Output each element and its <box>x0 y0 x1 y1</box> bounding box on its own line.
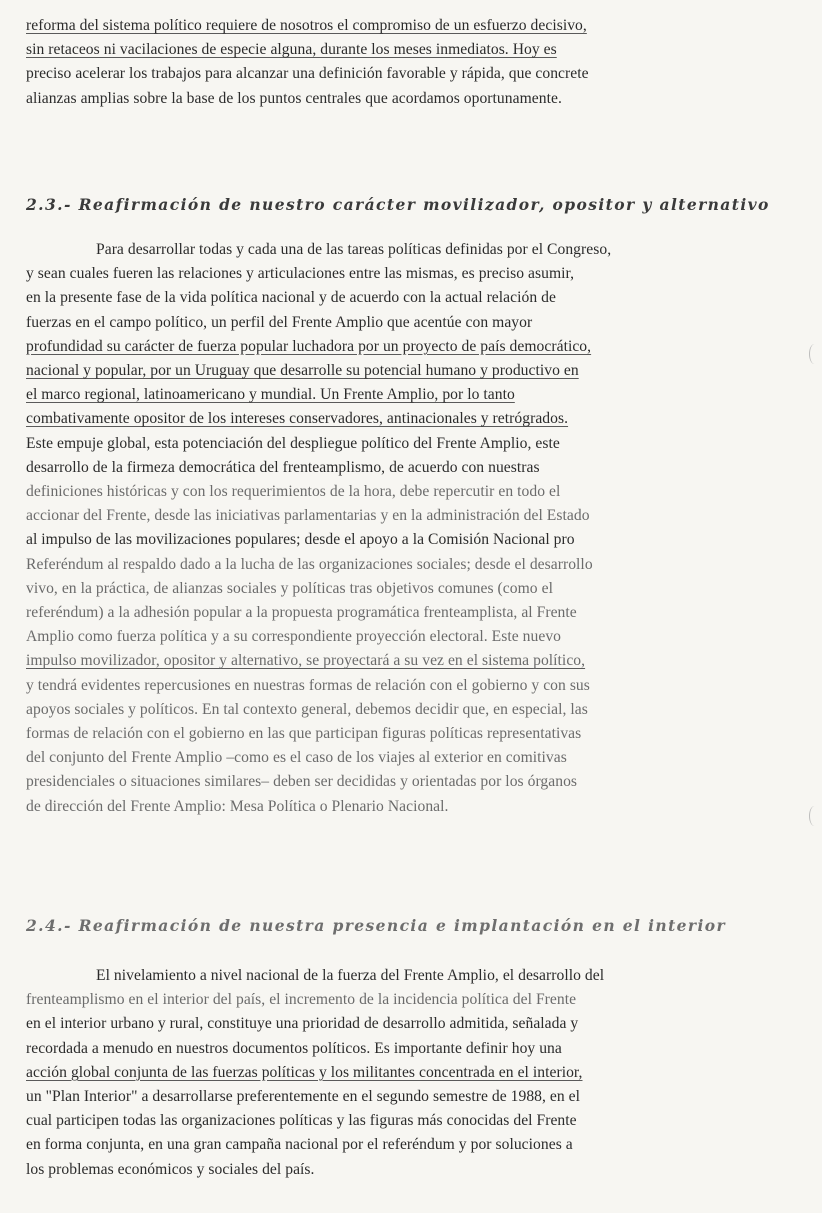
margin-mark <box>809 344 820 364</box>
text-line: acción global conjunta de las fuerzas políticas y los militantes concentrada en el interior, <box>26 1063 583 1081</box>
text-line: de dirección del Frente Amplio: Mesa Política o Plenario Nacional. <box>26 797 449 815</box>
text-line: Amplio como fuerza política y a su correspondiente proyección electoral. Este nuevo <box>26 628 562 646</box>
text-line: cual participen todas las organizaciones políticas y las figuras más conocidas del Frente <box>26 1112 577 1130</box>
text-line: fuerzas en el campo político, un perfil del Frente Amplio que acentúe con mayor <box>26 313 533 331</box>
text-line: al impulso de las movilizaciones populares; desde el apoyo a la Comisión Nacional pro <box>26 531 575 549</box>
text-line: del conjunto del Frente Amplio –como es el caso de los viajes al exterior en comitivas <box>26 749 567 767</box>
text-line: los problemas económicos y sociales del país. <box>26 1160 315 1178</box>
text-line: sin retaceos ni vacilaciones de especie alguna, durante los meses inmediatos. Hoy es <box>26 41 557 59</box>
text-line: Referéndum al respaldo dado a la lucha de las organizaciones sociales; desde el desarrollo <box>26 555 593 573</box>
text-line: formas de relación con el gobierno en las que participan figuras políticas representativas <box>26 725 582 743</box>
paragraph-section-2-3 <box>26 238 611 819</box>
text-line: y tendrá evidentes repercusiones en nuestras formas de relación con el gobierno y con sus <box>26 676 590 694</box>
text-line: El nivelamiento a nivel nacional de la fuerza del Frente Amplio, el desarrollo del <box>96 967 605 984</box>
text-line: un "Plan Interior" a desarrollarse preferentemente en el segundo semestre de 1988, en el <box>26 1088 581 1106</box>
text-line: desarrollo de la firmeza democrática del frenteamplismo, de acuerdo con nuestras <box>26 458 540 476</box>
text-line: el marco regional, latinoamericano y mundial. Un Frente Amplio, por lo tanto <box>26 386 515 404</box>
paragraph-section-2-4 <box>26 964 604 1182</box>
text-line: apoyos sociales y políticos. En tal contexto general, debemos decidir que, en especial, las <box>26 700 588 718</box>
text-line: Este empuje global, esta potenciación del despliegue político del Frente Amplio, este <box>26 434 560 452</box>
text-line: frenteamplismo en el interior del país, el incremento de la incidencia política del Frente <box>26 991 577 1009</box>
text-line: vivo, en la práctica, de alianzas sociales y políticas tras objetivos comunes (como el <box>26 579 553 597</box>
section-heading-2-4: 2.4.- Reafirmación de nuestra presencia e implantación en el interior <box>26 916 727 935</box>
text-line: combativamente opositor de los intereses conservadores, antinacionales y retrógrados. <box>26 410 569 428</box>
text-line: reforma del sistema político requiere de nosotros el compromiso de un esfuerzo decisivo, <box>26 17 587 34</box>
text-line: presidenciales o situaciones similares– deben ser decididas y orientadas por los órganos <box>26 773 578 791</box>
text-line: alianzas amplias sobre la base de los puntos centrales que acordamos oportunamente. <box>26 89 562 107</box>
text-line: Para desarrollar todas y cada una de las tareas políticas definidas por el Congreso, <box>96 241 612 258</box>
text-line: y sean cuales fueren las relaciones y articulaciones entre las mismas, es preciso asumir, <box>26 265 575 283</box>
text-line: en el interior urbano y rural, constituye una prioridad de desarrollo admitida, señalada y <box>26 1015 579 1033</box>
text-line: preciso acelerar los trabajos para alcanzar una definición favorable y rápida, que concrete <box>26 65 589 83</box>
text-line: impulso movilizador, opositor y alternativo, se proyectará a su vez en el sistema político, <box>26 652 586 670</box>
text-line: recordada a menudo en nuestros documentos políticos. Es importante definir hoy una <box>26 1039 562 1057</box>
text-line: en la presente fase de la vida política nacional y de acuerdo con la actual relación de <box>26 289 556 307</box>
text-line: nacional y popular, por un Uruguay que desarrolle su potencial humano y productivo en <box>26 362 579 380</box>
text-line: accionar del Frente, desde las iniciativas parlamentarias y en la administración del Estado <box>26 507 590 525</box>
text-line: definiciones históricas y con los requerimientos de la hora, debe repercutir en todo el <box>26 483 561 501</box>
section-heading-2-3: 2.3.- Reafirmación de nuestro carácter movilizador, opositor y alternativo <box>26 195 770 214</box>
text-line: referéndum) a la adhesión popular a la propuesta programática frenteamplista, al Frente <box>26 604 577 622</box>
text-line: en forma conjunta, en una gran campaña nacional por el referéndum y por soluciones a <box>26 1136 573 1154</box>
margin-mark <box>809 806 820 826</box>
text-line: profundidad su carácter de fuerza popular luchadora por un proyecto de país democrático, <box>26 337 592 355</box>
paragraph-intro <box>26 14 589 111</box>
